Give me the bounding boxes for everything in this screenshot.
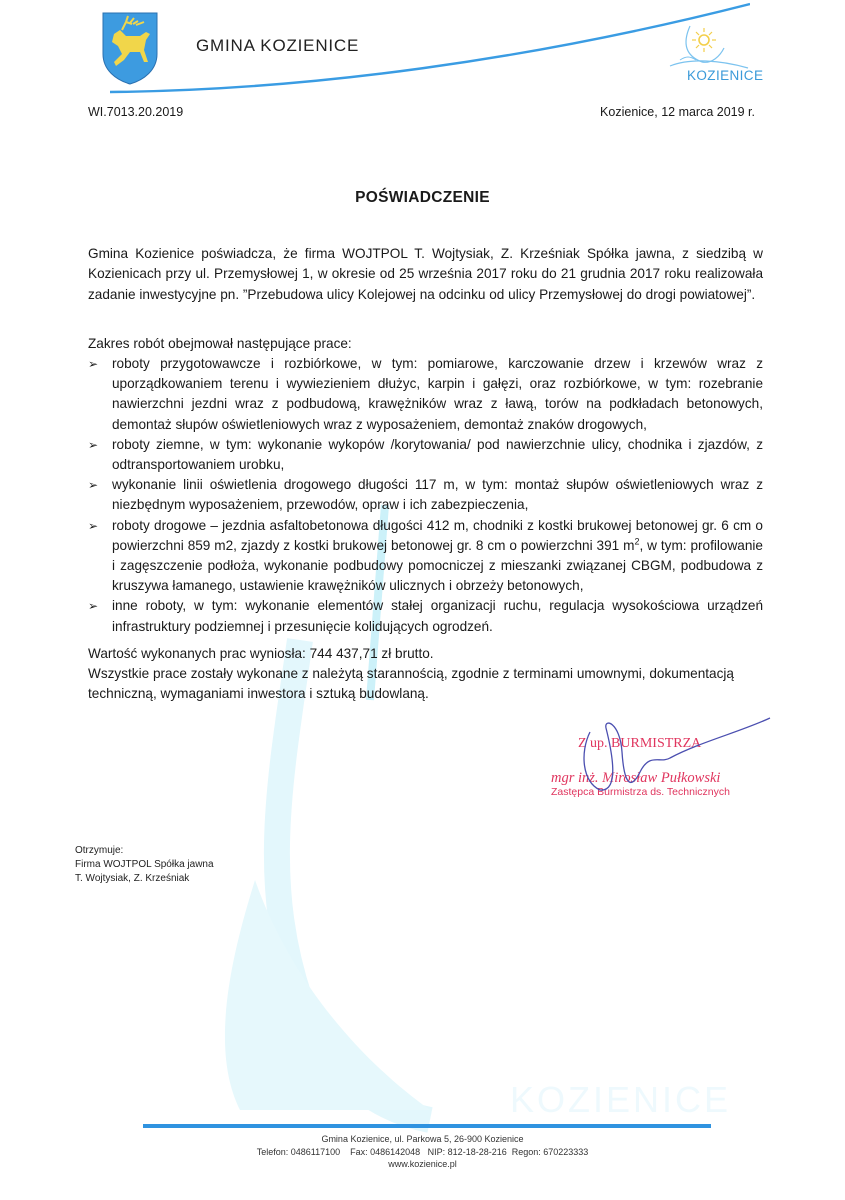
footer-address: Gmina Kozienice, ul. Parkowa 5, 26-900 Kozienice bbox=[321, 1134, 524, 1144]
reference-number: WI.7013.20.2019 bbox=[88, 105, 184, 119]
superscript: 2 bbox=[634, 536, 640, 547]
closing-paragraph: Wszystkie prace zostały wykonane z należytą starannością, zgodnie z terminami umownymi, dokumentacją techniczną, wymaganiami inwestora i sztuką budowlaną. bbox=[88, 666, 734, 702]
signature-authority: Z up. BURMISTRZA bbox=[578, 736, 702, 751]
footer-contacts: Telefon: 0486117100 Fax: 0486142048 NIP: 812-18-28-216 Regon: 670223333 bbox=[256, 1146, 589, 1157]
signatory-name: mgr inż. Mirosław Pułkowski bbox=[551, 770, 721, 786]
scope-heading: Zakres robót obejmował następujące prace: bbox=[88, 336, 352, 351]
scope-item bbox=[88, 354, 763, 435]
recipient-company: Firma WOJTPOL Spółka jawna bbox=[75, 859, 214, 870]
signatory-position: Zastępca Burmistrza ds. Technicznych bbox=[551, 786, 730, 798]
scope-item-text bbox=[112, 518, 763, 594]
watermark-arc bbox=[277, 640, 430, 1120]
scope-item-text: wykonanie linii oświetlenia drogowego długości 117 m, w tym: montaż słupów oświetleniowych wraz z niezbędnym wyposażeniem, przewodów, opraw i ich zabezpieczenia, bbox=[112, 477, 763, 513]
municipality-name: GMINA KOZIENICE bbox=[196, 36, 360, 55]
recipient-names: T. Wojtysiak, Z. Krześniak bbox=[75, 873, 190, 884]
scope-item bbox=[88, 596, 763, 636]
document-title: POŚWIADCZENIE bbox=[355, 189, 490, 206]
arrow-bullet-icon: ➢ bbox=[88, 518, 99, 533]
header-swoosh bbox=[110, 0, 750, 100]
scope-item bbox=[88, 516, 763, 597]
arrow-bullet-icon: ➢ bbox=[88, 599, 99, 614]
recipient-label: Otrzymuje: bbox=[75, 845, 124, 856]
place-and-date: Kozienice, 12 marca 2019 r. bbox=[600, 105, 755, 119]
watermark-text: KOZIENICE bbox=[510, 1079, 732, 1120]
city-logo-text: KOZIENICE bbox=[687, 68, 764, 83]
arrow-bullet-icon: ➢ bbox=[88, 437, 99, 452]
arrow-bullet-icon: ➢ bbox=[88, 478, 99, 493]
scope-item-text-part: roboty drogowe – jezdnia asfaltobetonowa długości 412 m, chodniki z kostki brukowej betonowej gr. 6 cm o powierzchni 859 m2, zjazdy z kostki brukowej betonowej gr. 8 cm o powierzchni 391 m bbox=[112, 517, 763, 553]
recipient-block bbox=[75, 844, 214, 886]
scope-item-text-part: , w tym: profilowanie i zagęszczenie podłoża, wykonanie podbudowy pomocniczej z mieszanki związanej CBGM, podbudowa z kruszywa łamanego, ustawienie krawężników ulicznych i obrzeży betonowych, bbox=[112, 537, 763, 594]
scope-item-text: inne roboty, w tym: wykonanie elementów stałej organizacji ruchu, regulacja wysokościowa urządzeń infrastruktury podziemnej i przesunięcie kolidujących ogrodzeń. bbox=[112, 598, 763, 634]
footer-website[interactable]: www.kozienice.pl bbox=[388, 1159, 457, 1170]
handwritten-signature bbox=[560, 712, 780, 812]
arrow-bullet-icon: ➢ bbox=[88, 357, 99, 371]
value-statement: Wartość wykonanych prac wyniosła: 744 437,71 zł brutto. bbox=[88, 646, 434, 661]
footer bbox=[0, 1133, 845, 1171]
scope-item bbox=[88, 475, 763, 515]
scope-item-text: roboty ziemne, w tym: wykonanie wykopów /korytowania/ pod nawierzchnie ulicy, chodnika i zjazdów, z odtransportowaniem urobku, bbox=[112, 436, 763, 473]
scope-item-text: roboty przygotowawcze i rozbiórkowe, w tym: pomiarowe, karczowanie drzew i krzewów wraz z uporządkowaniem terenu i wywiezieniem dłużyc, karpin i gałęzi, oraz rozbiórkowe, w tym: rozebranie nawierzchni jezdni wraz z podbudową, krawężników wraz z ławą, torów na podkładach betonowych, demontaż słupów oświetleniowych wraz z wyposażeniem, demontaż znaków drogowych, bbox=[112, 356, 763, 432]
intro-paragraph: Gmina Kozienice poświadcza, że firma WOJTPOL T. Wojtysiak, Z. Krześniak Spółka jawna, z siedzibą w Kozienicach przy ul. Przemysłowej 1, w okresie od 25 września 2017 roku do 21 grudnia 2017 roku realizowała zadanie inwestycyjne pn. ”Przebudowa ulicy Kolejowej na odcinku od ulicy Przemysłowej do drogi powiatowej”. bbox=[88, 246, 763, 302]
footer-divider bbox=[143, 1124, 711, 1128]
scope-list bbox=[88, 354, 763, 637]
scope-item bbox=[88, 435, 763, 475]
watermark-wing bbox=[225, 880, 430, 1110]
